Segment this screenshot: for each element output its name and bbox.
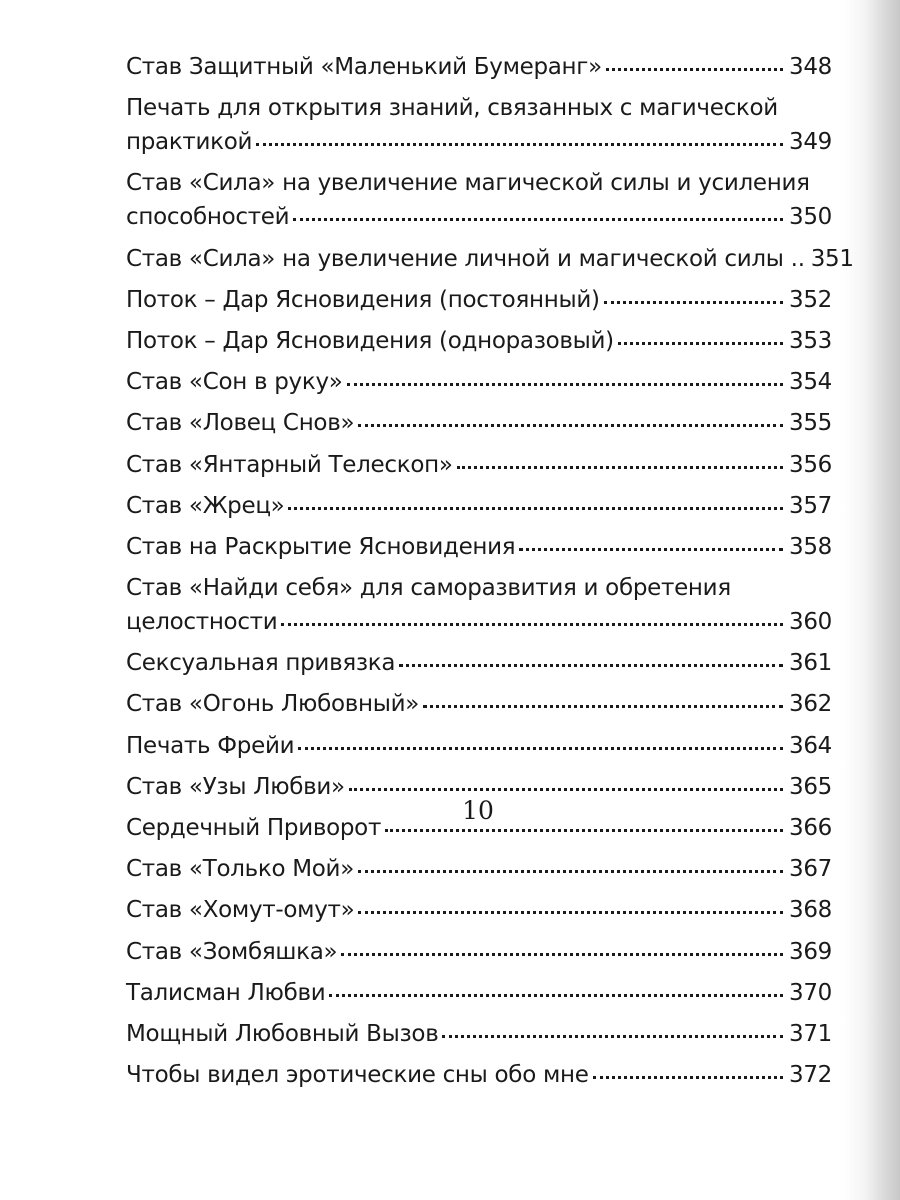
dot-leader [519, 548, 783, 551]
dot-leader [593, 1076, 783, 1079]
toc-entry-title: Став «Жрец» [126, 492, 285, 519]
toc-entry-title: Печать Фрейи [126, 732, 295, 759]
dot-leader [349, 788, 783, 791]
toc-entry[interactable] [126, 933, 832, 971]
toc-entry[interactable] [126, 1056, 832, 1094]
toc-entry-title: Мощный Любовный Вызов [126, 1020, 439, 1047]
toc-entry[interactable] [126, 487, 832, 525]
toc-entry[interactable] [126, 974, 832, 1012]
toc-entry-title: Став «Сила» на увеличение личной и магической силы .. [126, 245, 805, 272]
toc-entry-page: 366 [789, 815, 832, 841]
dot-leader [329, 994, 783, 997]
toc-entry-page: 361 [789, 650, 832, 677]
toc-entry-page: 358 [789, 533, 832, 560]
toc-entry[interactable] [126, 644, 832, 682]
toc-entry-page: 357 [789, 492, 832, 519]
toc-entry-page: 348 [789, 54, 832, 80]
toc-entry-page: 360 [789, 609, 832, 636]
toc-entry-title: Чтобы видел эротические сны обо мне [126, 1062, 589, 1089]
dot-leader [256, 143, 783, 146]
dot-leader [358, 870, 783, 873]
dot-leader [423, 705, 783, 708]
toc-entry[interactable] [126, 569, 832, 641]
dot-leader [358, 424, 783, 427]
toc-entry-title: целостности [126, 609, 278, 636]
toc-entry[interactable] [126, 1015, 832, 1053]
toc-entry-title: Сердечный Приворот [126, 815, 382, 841]
toc-entry-page: 370 [789, 979, 832, 1006]
dot-leader [457, 466, 783, 469]
dot-leader [358, 911, 783, 914]
toc-entry-title: практикой [126, 129, 253, 156]
dot-leader [442, 1035, 783, 1038]
dot-leader [606, 68, 783, 71]
toc-entry[interactable] [126, 89, 832, 161]
table-of-contents [126, 48, 854, 1097]
toc-entry-page: 364 [789, 732, 832, 759]
toc-entry-title: Став на Раскрытие Ясновидения [126, 533, 516, 560]
dot-leader [385, 829, 783, 832]
dot-leader [293, 218, 783, 221]
toc-entry-title: Поток – Дар Ясновидения (постоянный) [126, 286, 600, 313]
toc-entry-page: 362 [789, 691, 832, 718]
dot-leader [281, 623, 783, 626]
toc-entry-page: 371 [789, 1020, 832, 1047]
toc-entry-title: Став «Хомут-омут» [126, 897, 355, 924]
toc-entry-title: Сексуальная привязка [126, 650, 396, 677]
toc-entry[interactable] [126, 528, 832, 566]
dot-leader [288, 507, 783, 510]
page-edge-shadow [842, 0, 900, 1200]
toc-entry-title: Став «Огонь Любовный» [126, 691, 420, 718]
toc-entry[interactable] [126, 404, 832, 442]
toc-entry[interactable] [126, 240, 854, 278]
toc-entry[interactable] [126, 850, 832, 888]
toc-entry[interactable] [126, 363, 832, 401]
toc-entry-title: способностей [126, 204, 290, 231]
toc-entry[interactable] [126, 48, 832, 86]
toc-entry[interactable] [126, 446, 832, 484]
dot-leader [618, 342, 783, 345]
toc-entry-page: 350 [789, 204, 832, 231]
toc-entry-page: 353 [789, 327, 832, 354]
toc-entry-title: Талисман Любви [126, 979, 326, 1006]
toc-entry-page: 355 [789, 410, 832, 437]
toc-entry[interactable] [126, 281, 832, 319]
toc-entry-title-line1: Печать для открытия знаний, связанных с магической [126, 95, 778, 122]
toc-entry-page: 352 [789, 286, 832, 313]
dot-leader [399, 664, 783, 667]
toc-entry-title: Став «Только Мой» [126, 856, 354, 883]
dot-leader [298, 747, 783, 750]
page-number: 10 [462, 796, 494, 825]
toc-entry-title: Став Защитный «Маленький Бумеранг» [126, 54, 602, 80]
toc-entry-title: Став «Ловец Снов» [126, 410, 355, 437]
toc-entry-title: Став «Янтарный Телескоп» [126, 451, 453, 478]
toc-entry-page: 356 [789, 451, 832, 478]
dot-leader [347, 383, 783, 386]
toc-entry[interactable] [126, 891, 832, 929]
toc-entry-title-line1: Став «Сила» на увеличение магической силы и усиления [126, 170, 810, 197]
toc-entry[interactable] [126, 322, 832, 360]
toc-entry-page: 372 [789, 1062, 832, 1089]
toc-entry-page: 351 [810, 245, 854, 272]
toc-entry-title: Став «Зомбяшка» [126, 938, 338, 965]
toc-entry-page: 367 [789, 856, 832, 883]
toc-entry-page: 354 [789, 369, 832, 396]
toc-entry-page: 365 [789, 773, 832, 800]
toc-entry-page: 369 [789, 938, 832, 965]
toc-entry-page: 349 [789, 129, 832, 156]
toc-entry-title: Став «Сон в руку» [126, 369, 343, 396]
toc-entry[interactable] [126, 727, 832, 765]
toc-entry-page: 368 [789, 897, 832, 924]
toc-entry-title-line1: Став «Найди себя» для саморазвития и обретения [126, 575, 731, 602]
toc-entry-title: Поток – Дар Ясновидения (одноразовый) [126, 327, 614, 354]
dot-leader [341, 953, 783, 956]
dot-leader [604, 301, 783, 304]
toc-entry[interactable] [126, 164, 832, 236]
toc-entry[interactable] [126, 685, 832, 723]
toc-entry-title: Став «Узы Любви» [126, 773, 345, 800]
